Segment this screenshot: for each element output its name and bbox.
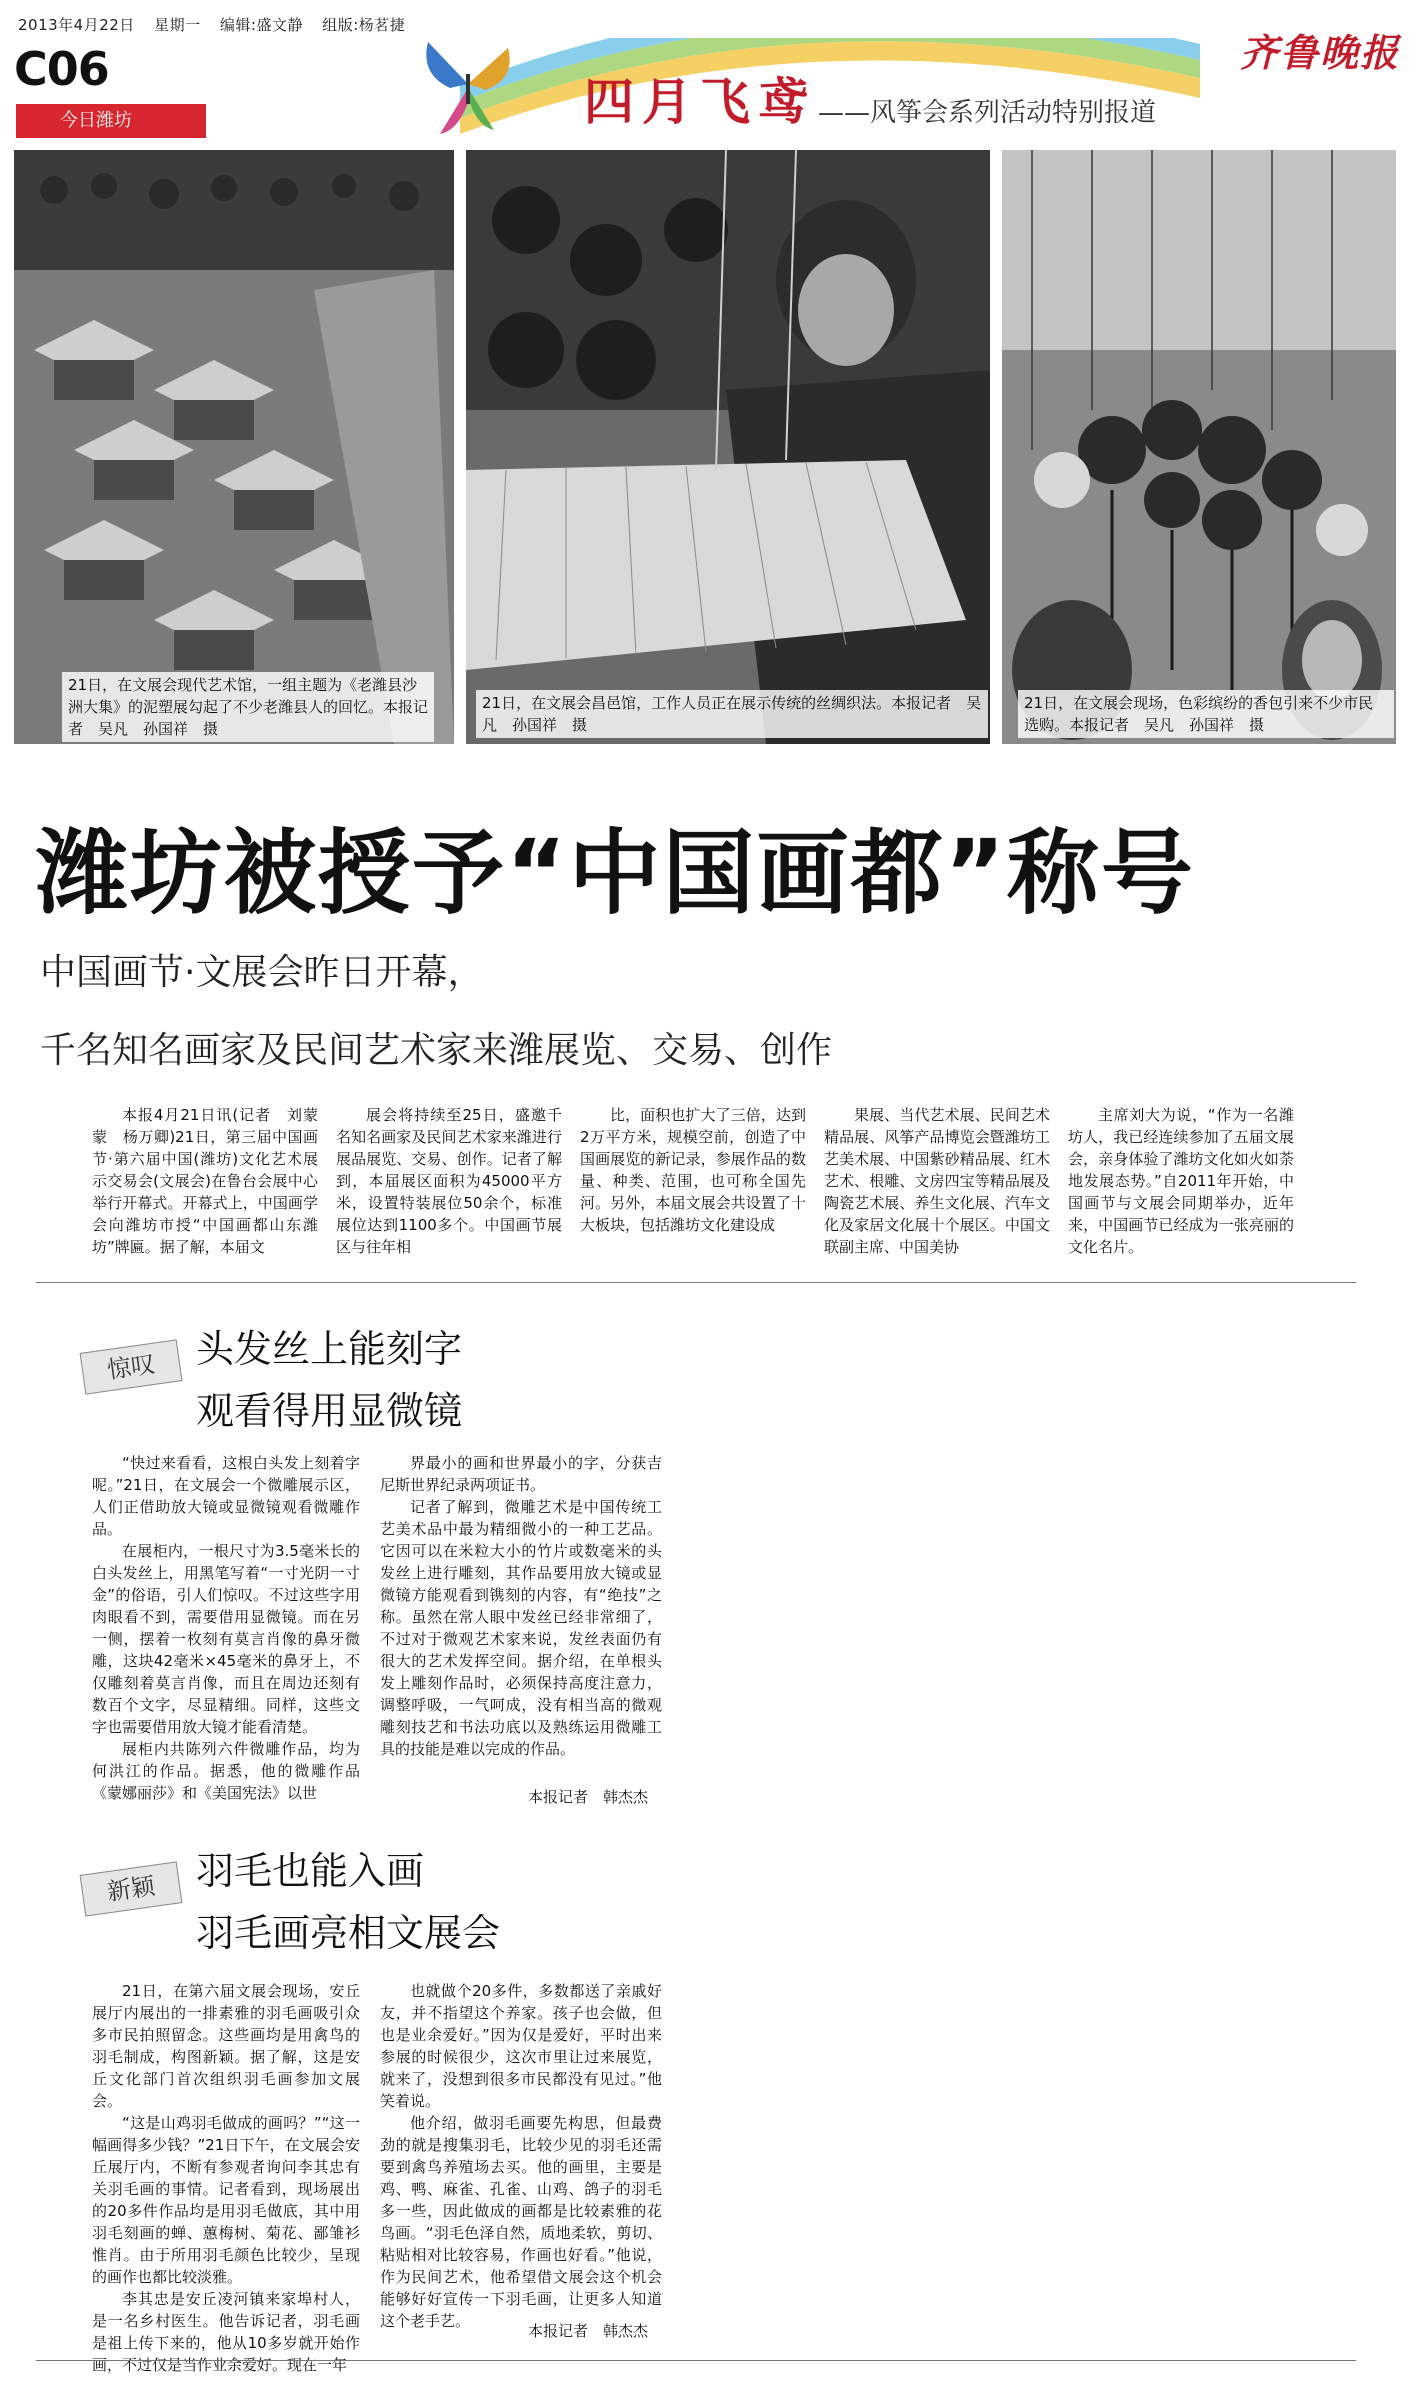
page-number: C06: [14, 42, 109, 96]
photo-caption: 21日，在文展会现场，色彩缤纷的香包引来不少市民选购。本报记者 吴凡 孙国祥 摄: [1018, 690, 1394, 738]
story-title: 头发丝上能刻字: [196, 1327, 463, 1371]
story-column-1: [92, 1452, 360, 1804]
story-title: 羽毛也能入画: [196, 1849, 425, 1893]
story-column-2: [380, 1980, 662, 2332]
page-bottom-rule: [36, 2360, 1356, 2361]
story-paragraph: 界最小的画和世界最小的字，分获吉尼斯世界纪录两项证书。: [380, 1454, 662, 1494]
banner-subtitle: ——风筝会系列活动特别报道: [818, 98, 1157, 128]
story-byline: 本报记者 韩杰杰: [528, 1788, 649, 1806]
main-paragraph: 果展、当代艺术展、民间艺术精品展、风筝产品博览会暨潍坊工艺美术展、中国紫砂精品展、红木艺术、根雕、文房四宝等精品展及陶瓷艺术展、养生文化展、汽车文化及家居文化展十个展区。中国文联副主席、中国美协: [824, 1106, 1050, 1256]
main-paragraph: 主席刘大为说，“作为一名潍坊人，我已经连续参加了五届文展会，亲身体验了潍坊文化如火如荼地发展态势。”自2011年开始，中国画节与文展会同期举办，近年来，中国画节已经成为一张亮丽的文化名片。: [1068, 1106, 1294, 1256]
main-paragraph: 比，面积也扩大了三倍，达到2万平方米，规模空前，创造了中国画展览的新记录，参展作品的数量、种类、范围，也可称全国先河。另外，本届文展会共设置了十大板块，包括潍坊文化建设成: [580, 1106, 806, 1234]
section-divider: [36, 1282, 1356, 1283]
banner-title: 四月飞鸢: [584, 72, 816, 131]
story-paragraph: 李其忠是安丘凌河镇来家埠村人，是一名乡村医生。他告诉记者，羽毛画是祖上传下来的，他从10多岁就开始作画，不过仅是当作业余爱好。现在一年: [92, 2290, 360, 2374]
story-kicker: 新颖: [80, 1861, 183, 1916]
story-byline: 本报记者 韩杰杰: [528, 2322, 649, 2340]
main-subhead-2: 千名知名画家及民间艺术家来潍展览、交易、创作: [40, 1030, 833, 1071]
photo-clay-sculpture: [14, 150, 454, 744]
main-paragraph: 展会将持续至25日，盛邀千名知名画家及民间艺术家来潍进行展品展览、交易、创作。记者了解到，本届展区面积为45000平方米，设置特装展位50余个，标准展位达到1100多个。中国画节展区与往年相: [336, 1106, 562, 1256]
photo-silk-weaving: [466, 150, 990, 744]
main-subhead-1: 中国画节·文展会昨日开幕，: [40, 952, 484, 993]
story-paragraph: 他介绍，做羽毛画要先构思，但最费劲的就是搜集羽毛，比较少见的羽毛还需要到禽鸟养殖场去买。他的画里，主要是鸡、鸭、麻雀、孔雀、山鸡、鸽子的羽毛多一些，因此做成的画都是比较素雅的花鸟画。“羽毛色泽自然，质地柔软，剪切、粘贴相对比较容易，作画也好看。”他说，作为民间艺术，他希望借文展会这个机会能够好好宣传一下羽毛画，让更多人知道这个老手艺。: [380, 2114, 662, 2330]
story-kicker: 惊叹: [80, 1339, 183, 1394]
main-column-1: [92, 1104, 318, 1258]
newspaper-masthead: 齐鲁晚报: [1240, 30, 1401, 75]
story-paragraph: “快过来看看，这根白头发上刻着字呢。”21日，在文展会一个微雕展示区，人们正借助放大镜或显微镜观看微雕作品。: [92, 1454, 360, 1538]
story-column-2: [380, 1452, 662, 1760]
issue-meta: [18, 14, 419, 35]
issue-weekday: 星期一: [154, 16, 201, 34]
sachet-ornaments-image: [1002, 150, 1396, 744]
story-subtitle: 羽毛画亮相文展会: [196, 1911, 501, 1955]
story-subtitle: 观看得用显微镜: [196, 1389, 463, 1433]
main-column-5: [1068, 1104, 1294, 1258]
main-headline: 潍坊被授予“中国画都”称号: [36, 820, 1195, 927]
story-paragraph: 在展柜内，一根尺寸为3.5毫米长的白头发丝上，用黑笔写着“一寸光阴一寸金”的俗语，引人们惊叹。不过这些字用肉眼看不到，需要借用显微镜。而在另一侧，摆着一枚刻有莫言肖像的鼻牙微雕，这块42毫米×45毫米的鼻牙上，不仅雕刻着莫言肖像，而且在周边还刻有数百个文字，尽显精细。同样，这些文字也需要借用放大镜才能看清楚。: [92, 1542, 360, 1736]
story-paragraph: 记者了解到，微雕艺术是中国传统工艺美术品中最为精细微小的一种工艺品。它因可以在米粒大小的竹片或数毫米的头发丝上进行雕刻，其作品要用放大镜或显微镜方能观看到镌刻的内容，有“绝技”之称。虽然在常人眼中发丝已经非常细了，不过对于微观艺术家来说，发丝表面仍有很大的艺术发挥空间。据介绍，在单根头发上雕刻作品时，必须保持高度注意力，调整呼吸，一气呵成，没有相当高的微观雕刻技艺和书法功底以及熟练运用微雕工具的技能是难以完成的作品。: [380, 1498, 662, 1758]
story-paragraph: “这是山鸡羽毛做成的画吗？”“这一幅画得多少钱？”21日下午，在文展会安丘展厅内，不断有参观者询问李其忠有关羽毛画的事情。记者看到，现场展出的20多件作品均是用羽毛做底，其中用羽毛刻画的蝉、蕙梅树、菊花、鄙雏衫惟肖。由于所用羽毛颜色比较少，呈现的画作也都比较淡雅。: [92, 2114, 360, 2286]
story-paragraph: 展柜内共陈列六件微雕作品，均为何洪江的作品。据悉，他的微雕作品《蒙娜丽莎》和《美国宪法》以世: [92, 1740, 360, 1802]
photo-sachets: [1002, 150, 1396, 744]
section-tag: 今日潍坊: [16, 104, 206, 138]
photo-caption: 21日，在文展会现代艺术馆，一组主题为《老潍县沙洲大集》的泥塑展勾起了不少老潍县人的回忆。本报记者 吴凡 孙国祥 摄: [62, 672, 434, 742]
butterfly-kite-icon: [420, 34, 516, 142]
weaving-loom-image: [466, 150, 990, 744]
main-column-2: [336, 1104, 562, 1258]
story-paragraph: 也就做个20多件，多数都送了亲戚好友，并不指望这个养家。孩子也会做，但也是业余爱好。”因为仅是爱好，平时出来参展的时候很少，这次市里让过来展览，就来了，没想到很多市民都没有见过。”他笑着说。: [380, 1982, 662, 2110]
main-column-4: [824, 1104, 1050, 1258]
clay-village-image: [14, 150, 454, 744]
issue-date: 2013年4月22日: [18, 16, 135, 34]
issue-layout: 组版:杨茗捷: [322, 16, 406, 34]
main-column-3: [580, 1104, 806, 1236]
story-column-1: [92, 1980, 360, 2376]
photo-caption: 21日，在文展会昌邑馆，工作人员正在展示传统的丝绸织法。本报记者 吴凡 孙国祥 摄: [476, 690, 988, 738]
main-paragraph: 本报4月21日讯(记者 刘蒙蒙 杨万卿)21日，第三届中国画节·第六届中国(潍坊)文化艺术展示交易会(文展会)在鲁台会展中心举行开幕式。开幕式上，中国画学会向潍坊市授“中国画都山东潍坊”牌匾。据了解，本届文: [92, 1106, 318, 1256]
issue-editor: 编辑:盛文静: [219, 16, 303, 34]
story-paragraph: 21日，在第六届文展会现场，安丘展厅内展出的一排素雅的羽毛画吸引众多市民拍照留念。这些画均是用禽鸟的羽毛制成，构图新颖。据了解，这是安丘文化部门首次组织羽毛画参加文展会。: [92, 1982, 360, 2110]
